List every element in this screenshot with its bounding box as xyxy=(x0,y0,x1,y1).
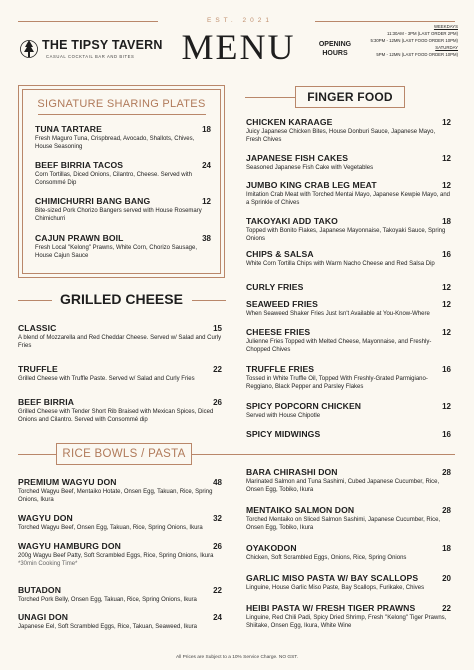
item-name: CURLY FRIES xyxy=(246,282,304,292)
menu-item xyxy=(35,124,211,151)
item-price: 12 xyxy=(442,181,451,190)
menu-item xyxy=(35,160,211,187)
item-name: OYAKODON xyxy=(246,543,297,553)
finger-food-title: FINGER FOOD xyxy=(307,90,393,104)
grilled-cheese-title: GRILLED CHEESE xyxy=(60,291,183,307)
menu-item xyxy=(18,612,222,631)
opening-hours xyxy=(352,23,458,58)
item-note: *30min Cooking Time* xyxy=(18,561,78,568)
item-name: CHIMICHURRI BANG BANG xyxy=(35,196,151,206)
item-price: 28 xyxy=(442,506,451,515)
item-name: BEEF BIRRIA xyxy=(18,397,75,407)
menu-item xyxy=(18,397,222,424)
menu-item xyxy=(246,573,451,592)
saturday-line1: 5PM - 12MN (LAST FOOD ORDER 10PM) xyxy=(376,52,458,58)
item-desc: Chicken, Soft Scrambled Eggs, Onions, Rice, Spring Onions xyxy=(246,555,407,561)
menu-item xyxy=(246,429,451,439)
item-price: 16 xyxy=(442,365,451,374)
menu-item xyxy=(18,477,222,504)
menu-item xyxy=(18,585,222,604)
item-price: 26 xyxy=(213,542,222,551)
menu-item xyxy=(18,513,222,532)
finger-rule-left xyxy=(245,97,295,98)
item-name: WAGYU DON xyxy=(18,513,73,523)
weekdays-label: WEEKDAYS xyxy=(433,24,458,29)
menu-item xyxy=(246,505,451,532)
hours-title-line1: OPENING xyxy=(318,41,352,48)
item-desc: Tossed in White Truffle Oil, Topped With Freshly-Grated Parmigiano-Reggiano, Black Pepper and Parsley Flakes xyxy=(246,376,428,391)
menu-item xyxy=(246,282,451,292)
item-desc: 200g Wagyu Beef Patty, Soft Scrambled Eggs, Rice, Spring Onions, Ikura xyxy=(18,553,214,559)
item-name: CAJUN PRAWN BOIL xyxy=(35,233,124,243)
item-price: 12 xyxy=(442,154,451,163)
item-desc: Corn Tortillas, Diced Onions, Cilantro, Cheese. Served with Consommé Dip xyxy=(35,172,192,187)
item-price: 18 xyxy=(202,125,211,134)
item-name: CHEESE FRIES xyxy=(246,327,311,337)
item-price: 18 xyxy=(442,217,451,226)
menu-item xyxy=(246,299,451,318)
item-name: PREMIUM WAGYU DON xyxy=(18,477,117,487)
menu-item xyxy=(246,216,451,243)
logo-tagline: CASUAL COCKTAIL BAR AND BITES xyxy=(46,54,135,59)
rice-bowls-header xyxy=(56,443,192,465)
item-name: WAGYU HAMBURG DON xyxy=(18,541,121,551)
item-price: 48 xyxy=(213,478,222,487)
signature-title-rule xyxy=(38,114,206,115)
tree-logo-icon xyxy=(20,36,38,62)
item-price: 12 xyxy=(442,328,451,337)
item-desc: Topped with Bonito Flakes, Japanese Mayonnaise, Takoyaki Sauce, Spring Onions xyxy=(246,228,446,243)
item-desc: Torched Pork Belly, Onsen Egg, Takuan, Rice, Spring Onions, Ikura xyxy=(18,597,197,603)
menu-item xyxy=(246,327,451,354)
est-year: EST. 2021 xyxy=(207,17,273,24)
item-desc: Grilled Cheese with Tender Short Rib Braised with Mexican Spices, Diced Onions and Cilantro. Served with Consommé dip xyxy=(18,409,214,424)
item-name: SPICY POPCORN CHICKEN xyxy=(246,401,362,411)
item-name: CHICKEN KARAAGE xyxy=(246,117,333,127)
item-price: 12 xyxy=(442,402,451,411)
item-name: HEIBI PASTA W/ FRESH TIGER PRAWNS xyxy=(246,603,416,613)
item-price: 28 xyxy=(442,468,451,477)
menu-item xyxy=(18,364,222,383)
item-name: TRUFFLE xyxy=(18,364,58,374)
item-name: GARLIC MISO PASTA W/ BAY SCALLOPS xyxy=(246,573,419,583)
item-desc: Marinated Salmon and Tuna Sashimi, Cubed Japanese Cucumber, Rice, Onsen Egg, Tobiko, Ikura xyxy=(246,479,440,494)
item-price: 15 xyxy=(213,324,222,333)
item-name: JAPANESE FISH CAKES xyxy=(246,153,349,163)
item-name: MENTAIKO SALMON DON xyxy=(246,505,355,515)
item-name: TUNA TARTARE xyxy=(35,124,102,134)
item-price: 12 xyxy=(442,300,451,309)
item-desc: White Corn Tortilla Chips with Warm Nacho Cheese and Red Salsa Dip xyxy=(246,261,435,267)
item-name: BUTADON xyxy=(18,585,62,595)
item-desc: Juicy Japanese Chicken Bites, House Donburi Sauce, Japanese Mayo, Fresh Chives xyxy=(246,129,436,144)
item-price: 18 xyxy=(442,544,451,553)
logo-name: THE TIPSY TAVERN xyxy=(42,38,163,52)
item-desc: Linguine, House Garlic Miso Paste, Bay Scallops, Furikake, Chives xyxy=(246,585,425,591)
menu-item xyxy=(246,364,451,391)
weekdays-line2: 5:30PM - 12MN (LAST FOOD ORDER 10PM) xyxy=(370,38,458,44)
rice-rule-right xyxy=(192,454,455,455)
rice-bowls-title: RICE BOWLS / PASTA xyxy=(62,448,186,460)
item-desc: Torched Wagyu Beef, Mentaiko Hotate, Onsen Egg, Takuan, Rice, Spring Onions, Ikura xyxy=(18,489,213,504)
weekdays-line1: 11:30AM - 3PM (LAST ORDER 2PM) xyxy=(387,31,458,37)
menu-item xyxy=(246,249,451,268)
item-desc: Fresh Maguro Tuna, Crispbread, Avocado, Shallots, Chives, House Seasoning xyxy=(35,136,195,151)
item-name: BEEF BIRRIA TACOS xyxy=(35,160,124,170)
grilled-rule-left xyxy=(18,300,52,301)
item-name: JUMBO KING CRAB LEG MEAT xyxy=(246,180,377,190)
menu-item xyxy=(35,233,211,260)
page-title: MENU xyxy=(181,27,296,67)
item-price: 12 xyxy=(202,197,211,206)
menu-item xyxy=(246,401,451,420)
item-price: 12 xyxy=(442,118,451,127)
item-name: CHIPS & SALSA xyxy=(246,249,314,259)
item-desc: Bite-sized Pork Chorizo Bangers served with House Rosemary Chimichurri xyxy=(35,208,202,223)
rice-rule-left xyxy=(18,454,56,455)
menu-item xyxy=(18,541,222,568)
menu-item xyxy=(246,603,451,630)
item-desc: Seasoned Japanese Fish Cake with Vegetables xyxy=(246,165,374,171)
item-price: 22 xyxy=(213,586,222,595)
item-desc: A blend of Mozzarella and Red Cheddar Cheese. Served w/ Salad and Curly Fries xyxy=(18,335,222,350)
signature-title: SIGNATURE SHARING PLATES xyxy=(37,98,206,110)
menu-item xyxy=(246,180,451,207)
item-desc: Julienne Fries Topped with Melted Cheese, Mayonnaise, and Freshly-Chopped Chives xyxy=(246,339,432,354)
item-name: TAKOYAKI ADD TAKO xyxy=(246,216,338,226)
item-price: 22 xyxy=(442,604,451,613)
header-rule-right xyxy=(315,21,455,22)
item-price: 24 xyxy=(213,613,222,622)
item-name: BARA CHIRASHI DON xyxy=(246,467,338,477)
footer-note: All Prices are Subject to a 10% Service Charge. NO GST. xyxy=(175,655,299,660)
item-name: SEAWEED FRIES xyxy=(246,299,318,309)
menu-item xyxy=(246,153,451,172)
menu-item xyxy=(246,467,451,494)
item-desc: Torched Mentaiko on Sliced Salmon Sashimi, Japanese Cucumber, Rice, Onsen Egg, Tobiko, Ikura xyxy=(246,517,441,532)
item-name: TRUFFLE FRIES xyxy=(246,364,315,374)
item-name: CLASSIC xyxy=(18,323,57,333)
item-price: 16 xyxy=(442,430,451,439)
menu-item xyxy=(18,323,222,350)
item-name: SPICY MIDWINGS xyxy=(246,429,321,439)
header-rule-left xyxy=(18,21,158,22)
item-price: 12 xyxy=(442,283,451,292)
grilled-rule-right xyxy=(192,300,226,301)
hours-title-line2: HOURS xyxy=(322,50,348,57)
item-desc: Torched Wagyu Beef, Onsen Egg, Takuan, Rice, Spring Onions, Ikura xyxy=(18,525,203,531)
item-desc: Served with House Chipotle xyxy=(246,413,321,419)
item-price: 38 xyxy=(202,234,211,243)
menu-item xyxy=(246,543,451,562)
item-desc: Japanese Eel, Soft Scrambled Eggs, Rice, Takuan, Seaweed, Ikura xyxy=(18,624,197,630)
opening-hours-title xyxy=(315,40,355,58)
item-price: 26 xyxy=(213,398,222,407)
item-price: 32 xyxy=(213,514,222,523)
finger-food-header xyxy=(295,86,405,108)
item-desc: Fresh Local "Kelong" Prawns, White Corn, Chorizo Sausage, House Cajun Sauce xyxy=(35,245,198,260)
item-price: 22 xyxy=(213,365,222,374)
item-price: 16 xyxy=(442,250,451,259)
item-price: 20 xyxy=(442,574,451,583)
item-price: 24 xyxy=(202,161,211,170)
menu-item xyxy=(35,196,211,223)
item-desc: When Seaweed Shaker Fries Just Isn't Available at You-Know-Where xyxy=(246,311,430,317)
item-desc: Linguine, Red Chili Padi, Spicy Dried Shrimp, Fresh "Kelong" Tiger Prawns, Shiitake, Onsen Egg, Ikura, White Wine xyxy=(246,615,447,630)
item-desc: Grilled Cheese with Truffle Paste. Served w/ Salad and Curly Fries xyxy=(18,376,195,382)
menu-item xyxy=(246,117,451,144)
saturday-label: SATURDAY xyxy=(435,45,458,51)
item-name: UNAGI DON xyxy=(18,612,69,622)
item-desc: Imitation Crab Meat with Torched Mentai Mayo, Japanese Kewpie Mayo, and a Sprinkle of Chives xyxy=(246,192,450,207)
